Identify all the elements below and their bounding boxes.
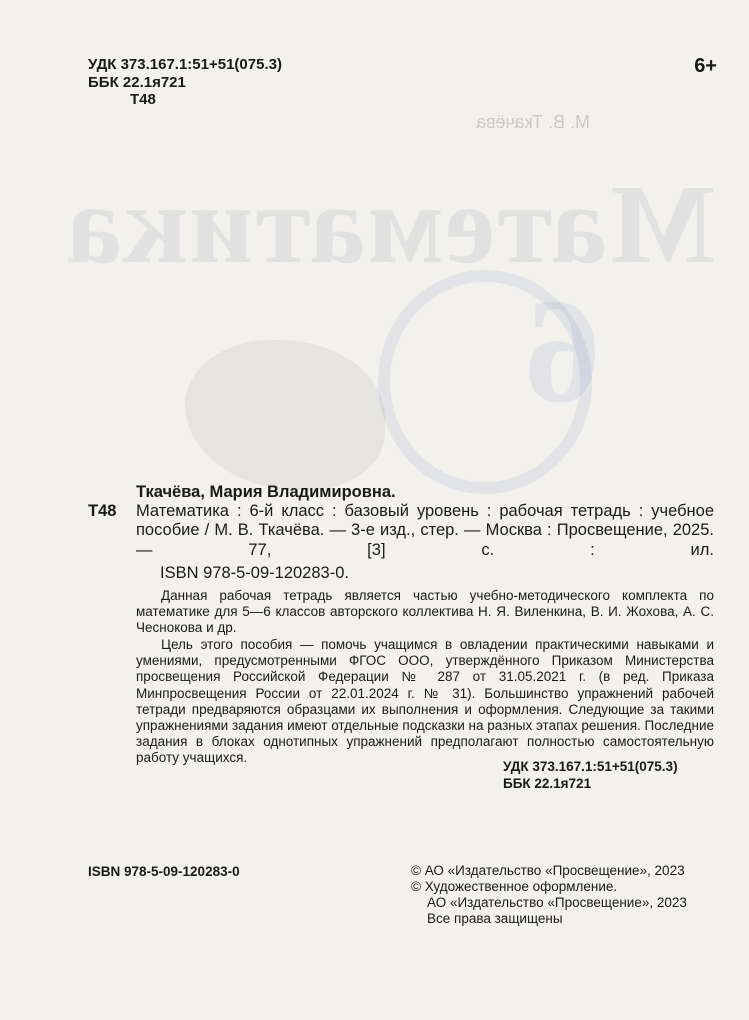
bleed-through-circle [378, 270, 592, 494]
classification-udk: УДК 373.167.1:51+51(075.3) [503, 759, 678, 774]
record-author: Ткачёва, Мария Владимировна. [136, 483, 396, 501]
bleed-through-grade-number: 6 [525, 268, 600, 434]
footer-isbn: ISBN 978-5-09-120283-0 [88, 864, 240, 879]
header-udk: УДК 373.167.1:51+51(075.3) [88, 56, 282, 73]
copyright-artwork: © Художественное оформление. [411, 879, 618, 894]
record-isbn: ISBN 978-5-09-120283-0. [160, 564, 349, 582]
annotation-paragraph-1: Данная рабочая тетрадь является частью учебно-методического комплекта по математике для 5—6 классов авторского коллектива Н. Я. Виленкина, В. И. Жохова, А. С. Чеснокова и др. [136, 588, 714, 636]
bleed-through-cover-title: Математика [64, 163, 715, 287]
header-bbk: ББК 22.1я721 [88, 74, 186, 91]
annotation-paragraph-2: Цель этого пособия — помочь учащимся в овладении практическими навыками и умениями, предусмотренными ФГОС ООО, утверждённого Приказом Министерства просвещения Российской Федерации № 287 от 31.05.2021 г. (в ред. Приказа Минпросвещения России от 22.01.2024 г. № 31). Большинство упражнений рабочей тетради предваряются образцами их выполнения и оформления. Следующие за такими упражнениями задания имеют отдельные подсказки на разных этапах решения. Последние задания в блоках однотипных упражнений предполагают полностью самостоятельную работу учащихся. [136, 637, 714, 766]
all-rights-reserved: Все права защищены [427, 911, 563, 926]
header-author-code: Т48 [130, 91, 156, 108]
bleed-through-cover-author: М. В. Ткачёва [476, 112, 590, 132]
record-description: Математика : 6-й класс : базовый уровень : рабочая тетрадь : учебное пособие / М. В. Ткачёва. — 3-е изд., стер. — Москва : Просвещение, 2025. — 77, [3] с. : ил. [136, 502, 714, 559]
bleed-through-illustration [185, 340, 385, 490]
classification-bbk: ББК 22.1я721 [503, 776, 592, 791]
record-code: Т48 [88, 502, 117, 520]
copyright-publisher: © АО «Издательство «Просвещение», 2023 [411, 863, 685, 878]
copyright-artwork-owner: АО «Издательство «Просвещение», 2023 [427, 895, 687, 910]
age-rating: 6+ [694, 55, 717, 77]
